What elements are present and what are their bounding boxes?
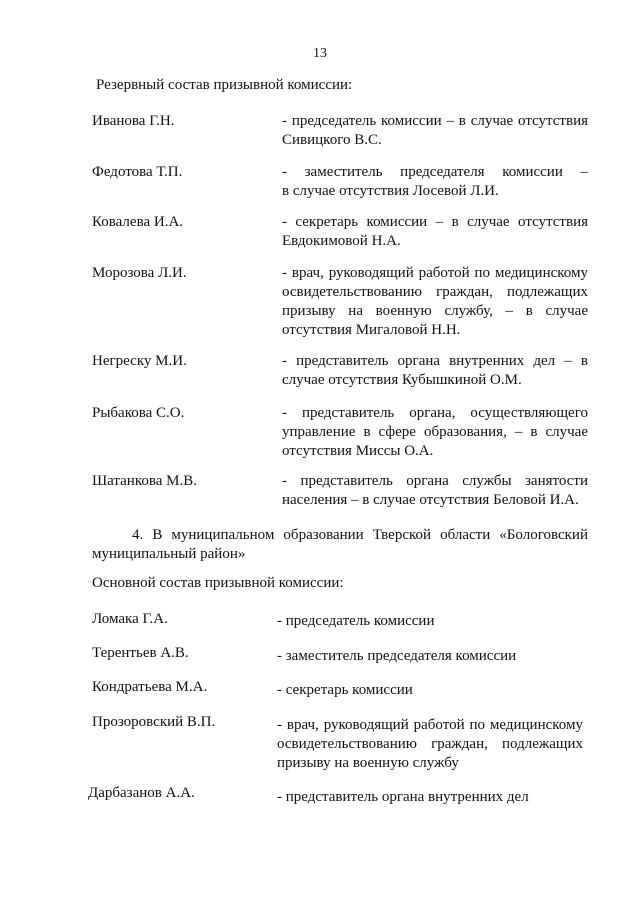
main-member-role: - заместитель председателя комиссии xyxy=(277,648,517,664)
reserve-member-role: - представитель органа службы занятости населения – в случае отсутствия Беловой И.А. xyxy=(282,473,588,508)
reserve-member-role: - представитель органа внутренних дел – в случае отсутствия Кубышкиной О.М. xyxy=(282,353,588,388)
page-number: 13 xyxy=(313,46,327,61)
main-member-name: Прозоровский В.П. xyxy=(92,714,216,730)
main-member-name: Терентьев А.В. xyxy=(92,645,189,661)
main-member-role: - секретарь комиссии xyxy=(277,682,413,698)
reserve-member-role: - врач, руководящий работой по медицинскому освидетельствованию граждан, подлежащих призыву на военную службу, – в случае отсутствия Мигаловой Н.Н. xyxy=(282,265,588,338)
section-4-heading: 4. В муниципальном образовании Тверской области «Бологовский муниципальный район» xyxy=(92,527,588,562)
main-member-role: - представитель органа внутренних дел xyxy=(277,789,529,805)
reserve-member-role: - представитель органа, осуществляющего управление в сфере образования, – в случае отсутствия Миссы О.А. xyxy=(282,405,588,459)
main-member-role: - председатель комиссии xyxy=(277,613,435,629)
reserve-member-name: Шатанкова М.В. xyxy=(92,473,197,489)
main-member-name: Дарбазанов А.А. xyxy=(88,785,195,801)
reserve-member-name: Иванова Г.Н. xyxy=(92,113,175,129)
reserve-member-name: Ковалева И.А. xyxy=(92,214,184,230)
main-member-role: - врач, руководящий работой по медицинскому освидетельствованию граждан, подлежащих призыву на военную службу xyxy=(277,717,583,771)
reserve-member-name: Морозова Л.И. xyxy=(92,265,187,281)
reserve-heading: Резервный состав призывной комиссии: xyxy=(96,77,353,93)
reserve-member-role: - заместитель председателя комиссии – в случае отсутствия Лосевой Л.И. xyxy=(282,164,588,199)
main-member-name: Кондратьева М.А. xyxy=(92,679,208,695)
reserve-member-role: - секретарь комиссии – в случае отсутствия Евдокимовой Н.А. xyxy=(282,214,588,249)
main-heading: Основной состав призывной комиссии: xyxy=(92,575,344,591)
reserve-member-name: Рыбакова С.О. xyxy=(92,405,185,421)
reserve-member-name: Федотова Т.П. xyxy=(92,164,183,180)
main-member-name: Ломака Г.А. xyxy=(92,611,168,627)
reserve-member-role: - председатель комиссии – в случае отсутствия Сивицкого В.С. xyxy=(282,113,588,148)
reserve-member-name: Негреску М.И. xyxy=(92,353,187,369)
